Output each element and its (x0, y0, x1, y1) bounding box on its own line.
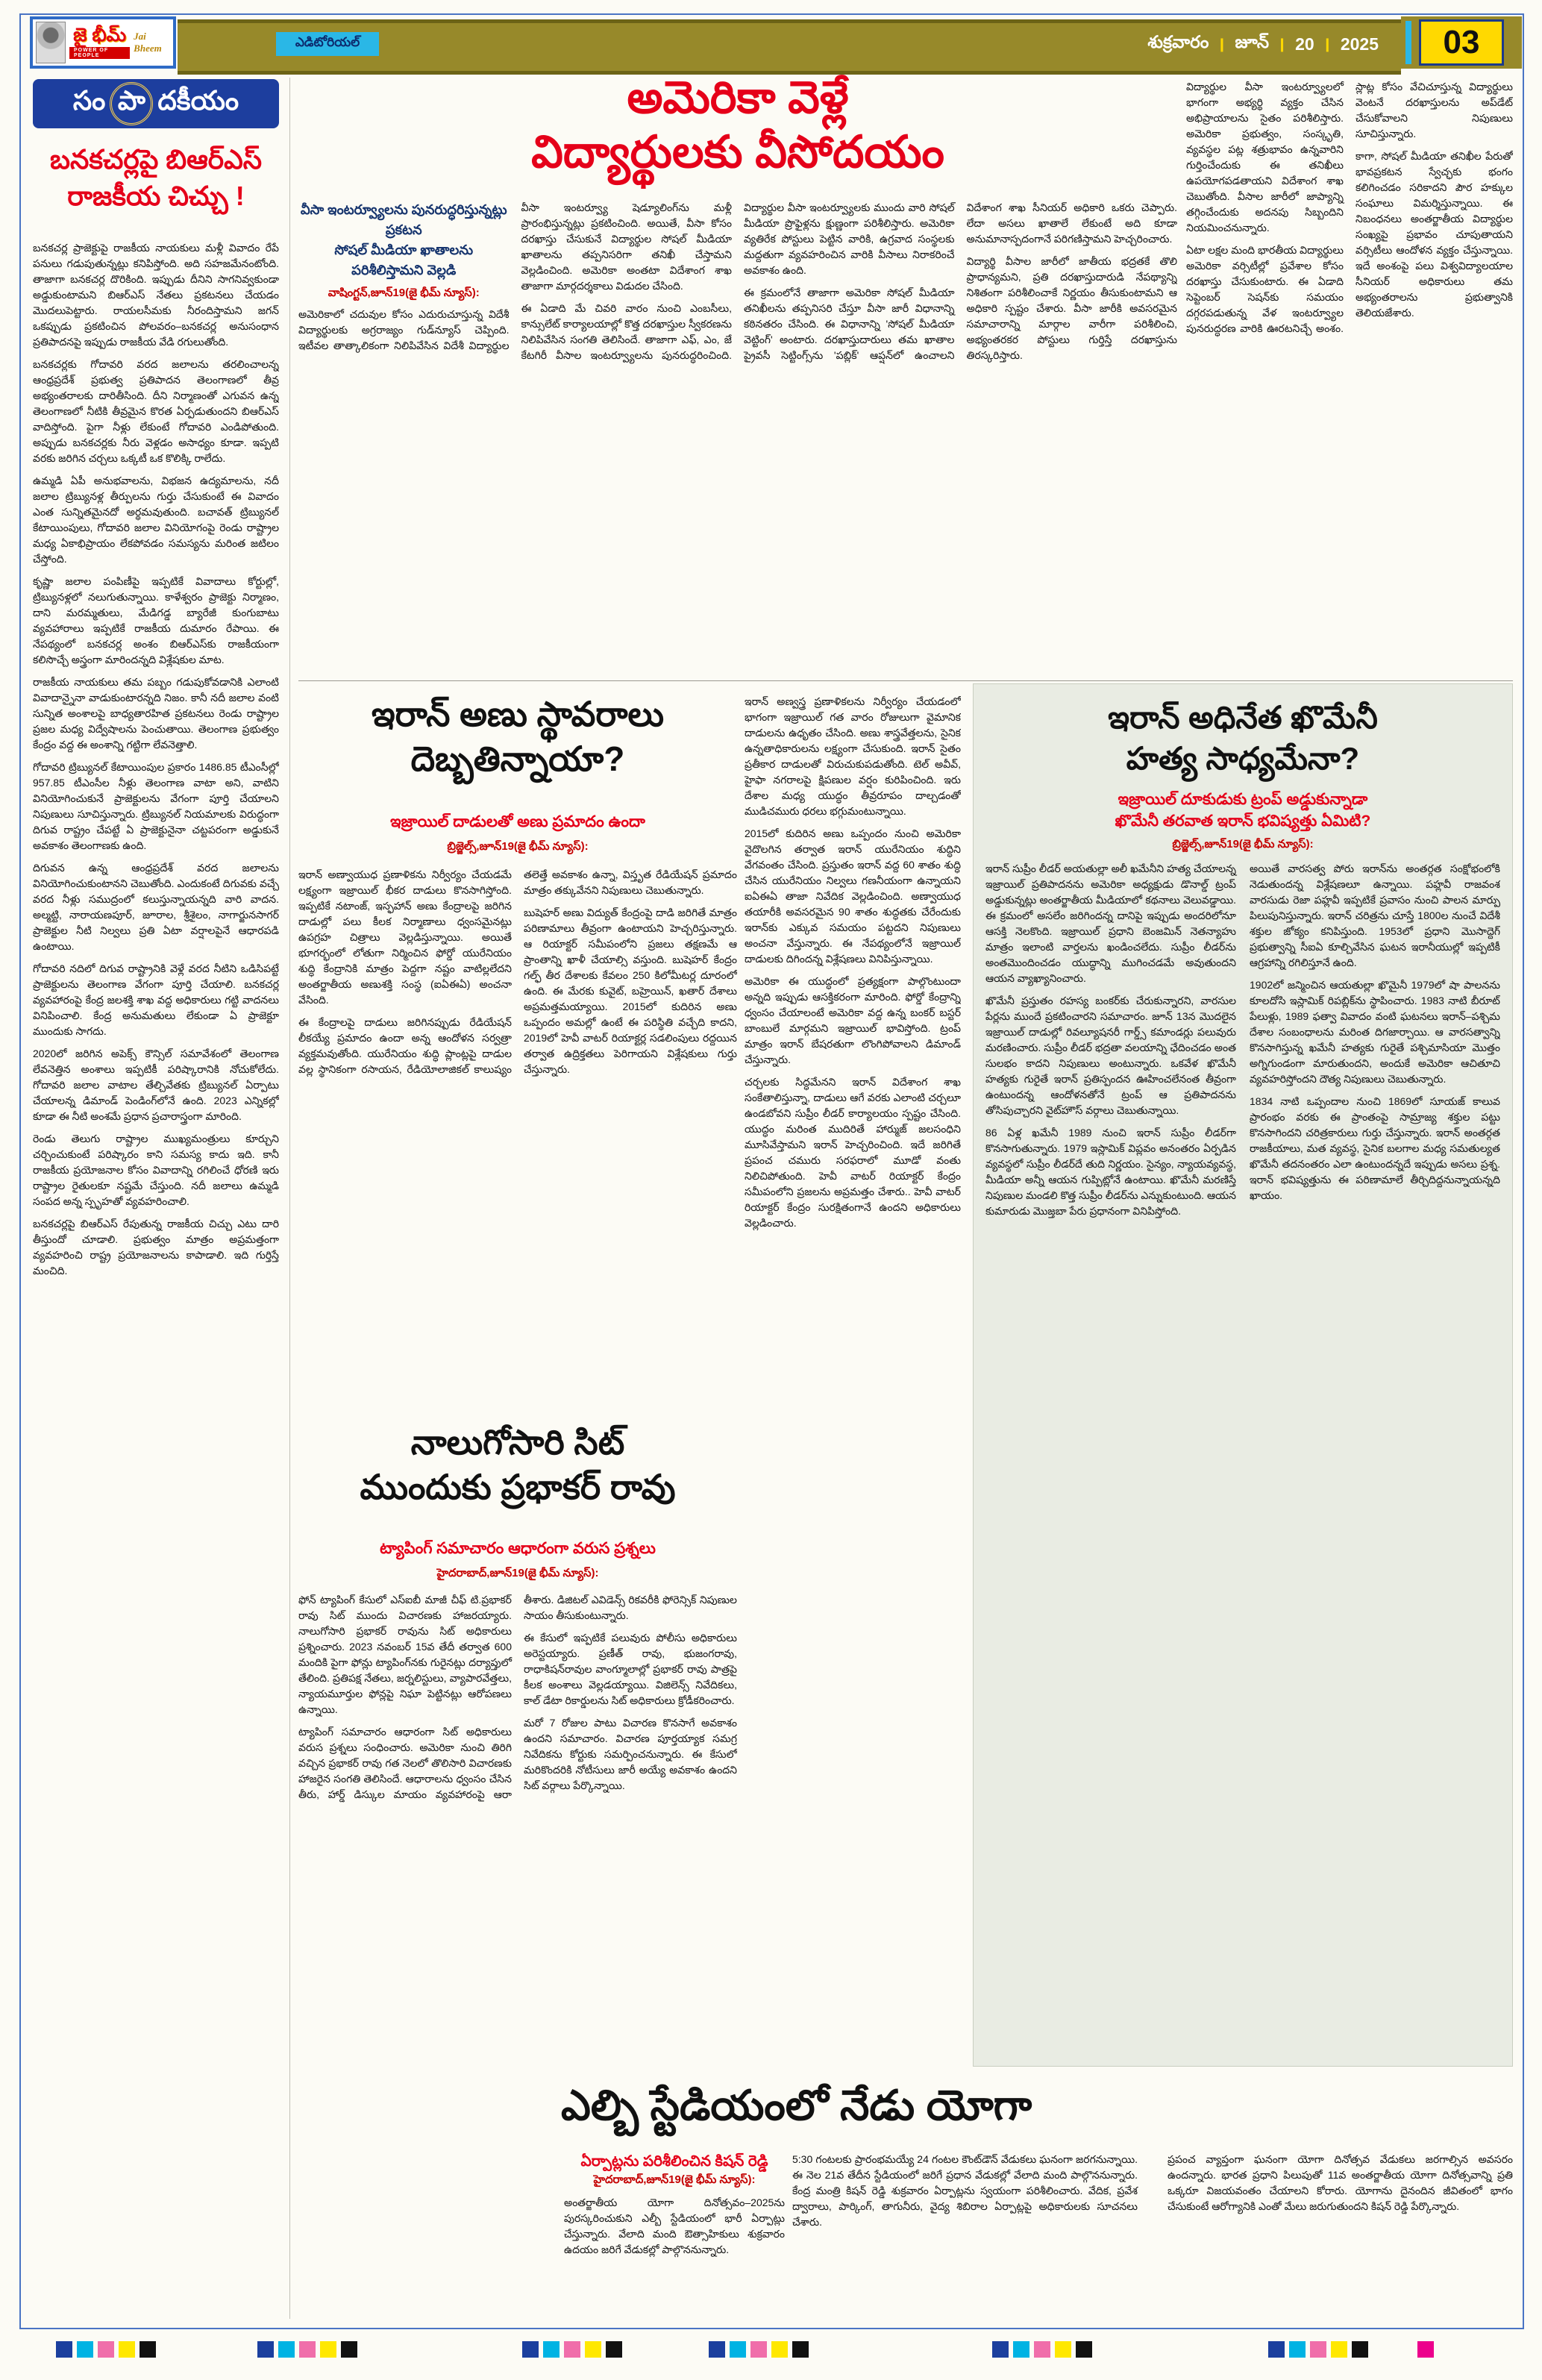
newspaper-logo (30, 16, 176, 69)
visa-headline-line2: విద్యార్థులకు వీసోదయం (531, 127, 944, 178)
editorial-masthead-ring: పా (110, 82, 153, 125)
yoga-info-block (564, 2152, 785, 2264)
iran-nuclear-body-continued: ఇరాన్ అణ్వస్త్ర ప్రణాళికలను నిర్వీర్యం చేయడంలో భాగంగా ఇజ్రాయిల్ గత వారం రోజులుగా వైమానిక దాడులను ఉధృతం చేసింది. అణు శాస్త్రవేత్తలను, సైనిక ఉన్నతాధికారులను లక్ష్యంగా చేసుకుంది. ఇరాన్ సైతం ప్రతీకార దాడులతో విరుచుకుపడుతోంది. టెల్ అవీవ్, హైఫా నగరాలపై క్షిపణుల వర్షం కురిపించింది. ఇరు దేశాల మధ్య యుద్ధం తీవ్రరూపం దాల్చడంతో ముడిచమురు ధరలు భగ్గుమంటున్నాయి. 2015లో కుదిరిన అణు ఒప్పందం నుంచి అమెరికా వైదొలగిన తర్వాత ఇరాన్ యురేనియం శుద్ధిని వేగవంతం చేసింది. ప్రస్తుతం ఇరాన్ వద్ద 60 శాతం శుద్ధి చేసిన యురేనియం నిల్వలు గణనీయంగా ఉన్నాయని ఐఏఈఏ తాజా నివేదిక వెల్లడించింది. అణ్వాయుధ తయారీకి అవసరమైన 90 శాతం శుద్ధతకు చేరేందుకు ఇరాన్‌కు ఎక్కువ సమయం పట్టదని నిపుణులు అంచనా వేస్తున్నారు. ఈ నేపథ్యంలోనే ఇజ్రాయిల్ దాడులకు దిగిందన్న విశ్లేషణలు వినిపిస్తున్నాయి. అమెరికా ఈ యుద్ధంలో ప్రత్యక్షంగా పాల్గొంటుందా అన్నది ఇప్పుడు ఆసక్తికరంగా మారింది. ఫోర్డో కేంద్రాన్ని ధ్వంసం చేయాలంటే అమెరికా వద్ద ఉన్న బంకర్ బస్టర్ బాంబులే మార్గమని ఇజ్రాయిల్ భావిస్తోంది. ట్రంప్ మాత్రం ఇరాన్ బేషరతుగా లొంగిపోవాలని డిమాండ్ చేస్తున్నారు. చర్చలకు సిద్ధమేనని ఇరాన్ విదేశాంగ శాఖ సంకేతాలిస్తున్నా, దాడులు ఆగే వరకు ఎలాంటి చర్చలూ ఉండబోవని సుప్రీం లీడర్ కార్యాలయం స్పష్టం చేసింది. యుద్ధం మరింత ముదిరితే హార్ముజ్ జలసంధిని మూసివేస్తామని ఇరాన్ హెచ్చరించింది. ఇదే జరిగితే ప్రపంచ చమురు సరఫరాలో మూడో వంతు నిలిచిపోతుంది. హెవీ వాటర్ రియాక్టర్ కేంద్రం సమీపంలోని ప్రజలను అప్రమత్తం చేశారు.. హెవీ వాటర్ రియాక్టర్ కేంద్రం సురక్షితంగానే ఉందని అధికారులు వెల్లడించారు. (745, 695, 961, 1229)
prabhakar-headline-line1: నాలుగోసారి సిట్ (410, 1423, 625, 1462)
iran-nuclear-body: ఇరాన్ అణ్వాయుధ ప్రణాళికను నిర్వీర్యం చేయడమే లక్ష్యంగా ఇజ్రాయిల్ భీకర దాడులు కొనసాగిస్తోంది. ఇప్పటికే నటాంజ్, ఇస్ఫహాన్ అణు కేంద్రాలపై జరిగిన దాడుల్లో పలు కీలక నిర్మాణాలు ధ్వంసమైనట్లు ఉపగ్రహ చిత్రాలు వెల్లడిస్తున్నాయి. అయితే భూగర్భంలో లోతుగా నిర్మించిన ఫోర్డో యురేనియం శుద్ధి కేంద్రానికి మాత్రం పెద్దగా నష్టం వాటిల్లలేదని అంతర్జాతీయ అణుశక్తి సంస్థ (ఐఏఈఏ) అంచనా వేసింది. ఈ కేంద్రాలపై దాడులు జరిగినప్పుడు రేడియేషన్ లీకయ్యే ప్రమాదం ఉందా అన్న ఆందోళన సర్వత్రా వ్యక్తమవుతోంది. యురేనియం శుద్ధి ప్లాంట్లపై దాడుల వల్ల స్థానికంగా రసాయన, రేడియోలాజికల్ కాలుష్యం తలెత్తే అవకాశం ఉన్నా, విస్తృత రేడియేషన్ ప్రమాదం మాత్రం తక్కువేనని నిపుణులు చెబుతున్నారు. బుషెహర్ అణు విద్యుత్ కేంద్రంపై దాడి జరిగితే మాత్రం పరిణామాలు తీవ్రంగా ఉంటాయని హెచ్చరిస్తున్నారు. ఆ రియాక్టర్ సమీపంలోని ప్రజలు తక్షణమే ఆ ప్రాంతాన్ని ఖాళీ చేయాల్సి వస్తుంది. బుషెహర్ కేంద్రం గల్ఫ్ తీర దేశాలకు కేవలం 250 కిలోమీటర్ల దూరంలో ఉంది. ఈ మేరకు కువైట్, బహ్రెయిన్, ఖతార్ దేశాలు అప్రమత్తమయ్యాయి. 2015లో కుదిరిన అణు ఒప్పందం అమల్లో ఉంటే ఈ పరిస్థితి వచ్చేది కాదని, 2019లో హెవీ వాటర్ రియాక్టర్ల సడలింపులు రద్దయిన తర్వాత ఉద్రిక్తతలు పెరిగాయని విశ్లేషకులు గుర్తు చేస్తున్నారు. (298, 868, 737, 1075)
date-separator: ❙ (1216, 36, 1228, 51)
iran-nuclear-dateline: బ్రిజ్జెల్స్,జూన్19(జై భీమ్ న్యూస్): (447, 840, 589, 853)
page-number-box (1401, 16, 1522, 69)
paper-tagline: POWER OF PEOPLE (69, 47, 130, 59)
khomeini-subtitle-line2: ఖొమేనీ తరవాత ఇరాన్ భవిష్యత్తు ఏమిటి? (1115, 812, 1371, 830)
prabhakar-headline-line2: ముందుకు ప్రభాకర్ రావు (360, 1467, 676, 1506)
page-number-accent (1405, 21, 1411, 64)
visa-headline-line1: అమెరికా వెళ్లే (627, 72, 849, 122)
registration-marks-group (257, 2341, 357, 2358)
editorial-title-line2: రాజకీయ చిచ్చు ! (67, 180, 245, 211)
editorial-title-line1: బనకచర్లపై బిఆర్ఎస్ (49, 144, 263, 175)
column-divider-vertical (289, 78, 290, 2319)
visa-article-headline (298, 70, 1177, 179)
khomeini-headline (985, 698, 1500, 779)
yoga-dateline: హైదరాబాద్,జూన్19(జై భీమ్ న్యూస్): (593, 2173, 756, 2186)
visa-dateline: వాషింగ్టన్,జూన్19(జై భీమ్ న్యూస్): (327, 286, 480, 299)
yoga-lead: అంతర్జాతీయ యోగా దినోత్సవం–2025ను పురస్కరించుకుని ఎల్బీ స్టేడియంలో భారీ ఏర్పాట్లు చేస్తున్నారు. వేలాది మంది ఔత్సాహికులు శుక్రవారం ఉదయం జరిగే వేడుకల్లో పాల్గొననున్నారు. (564, 2196, 785, 2255)
visa-article-body-main (298, 200, 1177, 674)
yoga-headline: ఎల్బి స్టేడియంలో నేడు యోగా (561, 2082, 1032, 2129)
date-weekday: శుక్రవారం (1147, 31, 1209, 51)
registration-marks-group (709, 2341, 809, 2358)
khomeini-body: ఇరాన్ సుప్రీం లీడర్ అయతుల్లా అలీ ఖమేనీని హత్య చేయాలన్న ఇజ్రాయిల్ ప్రతిపాదనను అమెరికా అధ్యక్షుడు డొనాల్డ్ ట్రంప్ అడ్డుకున్నట్లు అంతర్జాతీయ మీడియాలో కథనాలు వెలువడ్డాయి. ఈ క్రమంలో అసలేం జరిగిందన్న దానిపై ఇప్పుడు అందరిలోనూ ఆసక్తి నెలకొంది. ఇజ్రాయిల్ ప్రధాని బెంజమిన్ నెతన్యాహు మాత్రం ఇలాంటి వార్తలను ఖండించలేదు. సుప్రీం లీడర్‌ను అంతమొందించడం యుద్ధాన్ని ముగించడమే అవుతుందని ఆయన వ్యాఖ్యానించారు. ఖొమేనీ ప్రస్తుతం రహస్య బంకర్‌కు చేరుకున్నారని, వారసుల పేర్లను ముందే ప్రకటించారని సమాచారం. జూన్ 13న మొదలైన ఇజ్రాయిల్ దాడుల్లో రివల్యూషనరీ గార్డ్స్ కమాండర్లు పలువురు మరణించారు. సుప్రీం లీడర్ భద్రతా వలయాన్ని ఛేదించడం అంత సులభం కాదని నిపుణులు అంటున్నారు. ఒకవేళ ఖొమేనీ హత్యకు గురైతే ఇరాన్ ప్రతిస్పందన ఊహించలేనంత తీవ్రంగా ఉంటుందన్న ఆందోళనతోనే ట్రంప్ ఆ ప్రతిపాదనను తోసిపుచ్చారని వైట్‌హౌస్ వర్గాలు చెబుతున్నాయి. 86 ఏళ్ల ఖమేనీ 1989 నుంచి ఇరాన్ సుప్రీం లీడర్‌గా కొనసాగుతున్నారు. 1979 ఇస్లామిక్ విప్లవం అనంతరం ఏర్పడిన వ్యవస్థలో సుప్రీం లీడర్‌దే తుది నిర్ణయం. సైన్యం, న్యాయవ్యవస్థ, మీడియా అన్నీ ఆయన గుప్పిట్లోనే ఉంటాయి. ఖొమేనీ మరణిస్తే నిపుణుల మండలి కొత్త సుప్రీం లీడర్‌ను ఎన్నుకుంటుంది. ఆయన కుమారుడు మొజ్తబా పేరు ప్రధానంగా వినిపిస్తోంది. అయితే వారసత్వ పోరు ఇరాన్‌ను అంతర్గత సంక్షోభంలోకి నెడుతుందన్న విశ్లేషణలూ ఉన్నాయి. పహ్లవీ రాజవంశ వారసుడు రెజా పహ్లవీ ఇప్పటికే ప్రవాసం నుంచి పాలన మార్పు పిలుపునిస్తున్నారు. ఇరాన్ చరిత్రను చూస్తే 1800ల నుంచే విదేశీ శక్తుల జోక్యం కనిపిస్తుంది. 1953లో ప్రధాని మొసాద్దెగ్ ప్రభుత్వాన్ని సీఐఏ కూల్చివేసిన ఘటన ఇరానీయుల్లో ఇప్పటికీ ఆగ్రహాన్ని రగిలిస్తూనే ఉంది. 1902లో జన్మించిన ఆయతుల్లా ఖొమైనీ 1979లో షా పాలనను కూలదోసి ఇస్లామిక్ రిపబ్లిక్‌ను స్థాపించారు. 1983 నాటి బీరూట్ పేలుళ్లు, 1989 ఫత్వా వివాదం వంటి ఘటనలు ఇరాన్–పశ్చిమ దేశాల సంబంధాలను మరింత దిగజార్చాయి. ఆ వారసత్వాన్ని కొనసాగిస్తున్న ఖమేనీ హత్యకు గురైతే పశ్చిమాసియా మొత్తం అగ్నిగుండంగా మారుతుందని, అందుకే అమెరికా ఆచితూచి వ్యవహరిస్తోందని దౌత్య నిపుణులు చెబుతున్నారు. 1834 నాటి ఒప్పందాల నుంచి 1869లో సూయజ్ కాలువ ప్రారంభం వరకు ఈ ప్రాంతంపై సామ్రాజ్య శక్తుల పట్టు కొనసాగిందని చరిత్రకారులు గుర్తు చేస్తున్నారు. ఇరాన్ అంతర్గత రాజకీయాలు, మత వ్యవస్థ, సైనిక బలగాల మధ్య సమతుల్యత ఖొమేనీ తదనంతరం ఎలా ఉంటుందన్నదే ఇప్పుడు అసలు ప్రశ్న. ఇరాన్ భవిష్యత్తును ఈ పరిణామాలే తీర్చిదిద్దనున్నాయన్నది ఖాయం. (985, 862, 1500, 1217)
iran-headline-line1: ఇరాన్ అణు స్థావరాలు (371, 695, 665, 733)
date-day: 20 (1295, 34, 1314, 54)
khomeini-headline-line2: హత్య సాధ్యమేనా? (1126, 740, 1360, 776)
section-label: ఎడిటోరియల్ (276, 32, 379, 56)
visa-intro-line1: వీసా ఇంటర్వ్యూలను పునరుద్ధరిస్తున్నట్లు ప్రకటన (300, 202, 507, 237)
yoga-subtitle: ఏర్పాట్లను పరిశీలించిన కిషన్ రెడ్డి (580, 2153, 768, 2170)
date-month: జూన్ (1235, 31, 1270, 51)
registration-mark-single (1417, 2341, 1434, 2358)
visa-intro-line2: సోషల్ మీడియా ఖాతాలను పరిశీలిస్తామని వెల్లడి (334, 242, 474, 278)
visa-body-paragraphs: అమెరికాలో చదువుల కోసం ఎదురుచూస్తున్న విదేశీ విద్యార్థులకు అగ్రరాజ్యం గుడ్‌న్యూస్ చెప్పింది. ఇటీవల తాత్కాలికంగా నిలిపివేసిన విదేశీ విద్యార్థుల వీసా ఇంటర్వ్యూ షెడ్యూలింగ్‌ను మళ్లీ ప్రారంభిస్తున్నట్లు ప్రకటించింది. అయితే, వీసా కోసం దరఖాస్తు చేసుకునే విద్యార్థుల సోషల్ మీడియా ఖాతాలను తప్పనిసరిగా తనిఖీ చేస్తామని వెల్లడించింది. అమెరికా అంతటా విదేశాంగ శాఖ తాజాగా మార్గదర్శకాలు విడుదల చేసింది. ఈ ఏడాది మే చివరి వారం నుంచి ఎంబసీలు, కాన్సులేట్ కార్యాలయాల్లో కొత్త దరఖాస్తుల స్వీకరణను నిలిపివేసిన సంగతి తెలిసిందే. తాజాగా ఎఫ్, ఎం, జే కేటగిరీ వీసాల ఇంటర్వ్యూలను పునరుద్ధరించింది. విద్యార్థుల వీసా ఇంటర్వ్యూలకు ముందు వారి సోషల్ మీడియా ప్రొఫైళ్లను క్షుణ్ణంగా పరిశీలిస్తారు. అమెరికా వ్యతిరేక పోస్టులు పెట్టిన వారికి, ఉగ్రవాద సంస్థలకు మద్దతుగా వ్యవహరించిన వారికి వీసాలు నిరాకరించే అవకాశం ఉంది. ఈ క్రమంలోనే తాజాగా అమెరికా సోషల్ మీడియా తనిఖీలను తప్పనిసరి చేస్తూ వీసా జారీ విధానాన్ని కఠినతరం చేసింది. ఈ విధానాన్ని 'సోషల్ మీడియా వెట్టింగ్' అంటారు. దరఖాస్తుదారులు తమ ఖాతాల ప్రైవసీ సెట్టింగ్స్‌ను 'పబ్లిక్' ఆప్షన్‌లో ఉంచాలని విదేశాంగ శాఖ సీనియర్ అధికారి ఒకరు చెప్పారు. లేదా అసలు ఖాతాలే లేకుంటే అది కూడా అనుమానాస్పదంగానే పరిగణిస్తామని హెచ్చరించారు. విద్యార్థి వీసాల జారీలో జాతీయ భద్రతకే తొలి ప్రాధాన్యమని, ప్రతి దరఖాస్తుదారుడి నేపథ్యాన్ని నిశితంగా పరిశీలించాకే నిర్ణయం తీసుకుంటామని ఆ అధికారి స్పష్టం చేశారు. వీసా జారీకి అవసరమైన సమాచారాన్ని మార్గాల వారీగా పరిశీలించి, అభ్యంతరకర పోస్టులు గుర్తిస్తే దరఖాస్తును తిరస్కరిస్తారు. (298, 201, 1177, 361)
prabhakar-subtitle: ట్యాపింగ్ సమాచారం ఆధారంగా వరుస ప్రశ్నలు (380, 1540, 656, 1557)
ambedkar-photo (36, 22, 66, 63)
iran-nuclear-headline (298, 692, 737, 782)
editorial-title (33, 142, 279, 214)
page-number: 03 (1419, 19, 1504, 66)
registration-marks-group (56, 2341, 156, 2358)
registration-marks-group (1268, 2341, 1368, 2358)
prabhakar-dateline: హైదరాబాద్,జూన్19(జై భీమ్ న్యూస్): (436, 1567, 599, 1579)
paper-name: జై భీమ్ (73, 25, 127, 46)
iran-nuclear-subtitle: ఇజ్రాయిల్ దాడులతో అణు ప్రమాదం ఉందా (390, 813, 645, 830)
registration-marks-group (522, 2341, 622, 2358)
khomeini-subtitle (985, 789, 1500, 832)
iran-headline-line2: దెబ్బతిన్నాయా? (410, 739, 625, 778)
date-separator: ❙ (1321, 36, 1333, 51)
paper-script-name: Jai Bheem (134, 31, 162, 54)
editorial-body: బనకచర్ల ప్రాజెక్టుపై రాజకీయ నాయకులు మళ్లీ వివాదం రేపే పనులు గడుపుతున్నట్లు కనిపిస్తోంది. అది సహజమేనంటోంది. తాజాగా బనకచర్ల దొరికింది. ఇప్పుడు దీనిని సాగనివ్వకుండా అడ్డుకుంటామని బిఆర్ఎస్ నేతలు ప్రకటనలు చేయడం మొదలుపెట్టారు. రాయలసీమకు నీరందిస్తామని జగన్ ఒకప్పుడు ప్రకటించిన పోలవరం–బనకచర్ల అనుసంధాన ప్రతిపాదనపై ఇప్పుడు రాజకీయ వేడి రగులుతోంది. బనకచర్లకు గోదావరి వరద జలాలను తరలించాలన్న ఆంధ్రప్రదేశ్ ప్రభుత్వ ప్రతిపాదన తెలంగాణలో తీవ్ర అభ్యంతరాలకు దారితీసింది. దీని నిర్మాణంతో ఎగువన ఉన్న తెలంగాణలో నీటికి తీవ్రమైన కొరత ఏర్పడుతుందని బిఆర్ఎస్ వాదిస్తోంది. పైగా నీళ్లు లేకుంటే గోదావరి ఎండిపోతుంది. అప్పుడు బనకచర్లకు నీరు వెళ్లడం అసాధ్యం కూడా. ఇప్పటి వరకు జరిగిన చర్చలు ఒక్కటీ ఒక కొలిక్కి రాలేదు. ఉమ్మడి ఏపీ అనుభవాలను, విభజన ఉద్యమాలను, నదీ జలాల ట్రిబ్యునళ్ల తీర్పులను గుర్తు చేసుకుంటే ఈ వివాదం ఎంత సున్నితమైనదో అర్థమవుతుంది. బచావత్ ట్రిబ్యునల్ కేటాయింపులు, గోదావరి జలాల వినియోగంపై రెండు రాష్ట్రాల మధ్య ఏకాభిప్రాయం లేకపోవడం సమస్యను మరింత జటిలం చేస్తోంది. కృష్ణా జలాల పంపిణీపై ఇప్పటికే వివాదాలు కోర్టుల్లో, ట్రిబ్యునళ్లలో నలుగుతున్నాయి. కాళేశ్వరం ప్రాజెక్టు నిర్మాణం, దాని మరమ్మతులు, మేడిగడ్డ బ్యారేజీ కుంగుబాటు వ్యవహారాలు ఇప్పటికే రాజకీయ దుమారం రేపాయి. ఈ నేపథ్యంలో బనకచర్ల అంశం బిఆర్ఎస్‌కు రాజకీయంగా కలిసొచ్చే అస్త్రంగా మారిందన్నది విశ్లేషకుల మాట. రాజకీయ నాయకులు తమ పబ్బం గడుపుకోవడానికి ఎలాంటి వివాదాన్నైనా వాడుకుంటారన్నది నిజం. కానీ నదీ జలాల వంటి సున్నిత అంశాలపై బాధ్యతారహిత ప్రకటనలు రెండు రాష్ట్రాల ప్రజల మధ్య విద్వేషాలను పెంచుతాయి. తెలంగాణ ప్రభుత్వం కేంద్రం వద్ద ఈ అంశాన్ని గట్టిగా లేవనెత్తాలి. గోదావరి ట్రిబ్యునల్ కేటాయింపుల ప్రకారం 1486.85 టీఎంసీల్లో 957.85 టీఎంసీల నీళ్లు తెలంగాణ వాటా అని, వాటిని వినియోగించుకునే ప్రాజెక్టులను వేగంగా పూర్తి చేయాలని నిపుణులు సూచిస్తున్నారు. ట్రిబ్యునల్ నియమాలకు విరుద్ధంగా దిగువ రాష్ట్రం చేపట్టే ఏ ప్రాజెక్టునైనా చట్టపరంగా అడ్డుకునే అవకాశం తెలంగాణకు ఉంది. దిగువన ఉన్న ఆంధ్రప్రదేశ్ వరద జలాలను వినియోగించుకుంటానని చెబుతోంది. ఎందుకంటే దిగువకు వచ్చే వరద నీళ్లు సముద్రంలో కలుస్తున్నాయన్నది వారి వాదన. అల్మట్టి, నారాయణపూర్, జూరాల, శ్రీశైలం, నాగార్జునసాగర్ ప్రాజెక్టుల నీటి నిల్వలు ప్రతి ఏటా వర్షాలపైనే ఆధారపడి ఉంటాయి. గోదావరి నదిలో దిగువ రాష్ట్రానికి వెళ్లే వరద నీటిని ఒడిసిపట్టే ప్రాజెక్టులను తెలంగాణ వేగంగా పూర్తి చేయాలి. బనకచర్ల వ్యవహారంపై కేంద్ర జలశక్తి శాఖ వద్ద అధికారులు గట్టి వాదనలు వినిపించాలి. కేంద్ర అనుమతులు లేకుండా ఏ ప్రాజెక్టూ ముందుకు సాగదు. 2020లో జరిగిన అపెక్స్ కౌన్సిల్ సమావేశంలో తెలంగాణ లేవనెత్తిన అంశాలు ఇప్పటికీ పరిష్కారానికి నోచుకోలేదు. గోదావరి జలాల వాటాల తేల్చివేతకు ట్రిబ్యునల్ ఏర్పాటు చేయాలన్న డిమాండ్ పెండింగ్‌లోనే ఉంది. 2023 ఎన్నికల్లో కూడా ఈ నీటి అంశమే ప్రధాన ప్రచారాస్త్రంగా మారింది. రెండు తెలుగు రాష్ట్రాల ముఖ్యమంత్రులు కూర్చుని చర్చించుకుంటే పరిష్కారం కాని సమస్య కాదు ఇది. కానీ రాజకీయ ప్రయోజనాల కోసం వివాదాన్ని రగిలించే ధోరణి ఇరు రాష్ట్రాల రైతులకూ నష్టమే చేస్తుంది. నదీ జలాలు ఉమ్మడి సంపద అన్న స్పృహతో వ్యవహరించాలి. బనకచర్లపై బిఆర్ఎస్ రేపుతున్న రాజకీయ చిచ్చు ఎటు దారి తీస్తుందో చూడాలి. ప్రభుత్వం మాత్రం అప్రమత్తంగా వ్యవహరించి రాష్ట్ర ప్రయోజనాలను కాపాడాలి. ఇది గుర్తిస్తే మంచిది. (33, 242, 279, 1277)
khomeini-subtitle-line1: ఇజ్రాయిల్ దూకుడుకు ట్రంప్ అడ్డుకున్నాడా (1118, 791, 1368, 809)
print-registration-marks (0, 2341, 1542, 2361)
khomeini-headline-line1: ఇరాన్ అధినేత ఖొమేనీ (1108, 700, 1378, 735)
khomeini-article-panel (973, 683, 1513, 2067)
header-bar (178, 19, 1401, 75)
visa-article-body-right: విద్యార్థుల వీసా ఇంటర్వ్యూలలో భాగంగా అభ్యర్థి వ్యక్తం చేసిన అభిప్రాయాలను సైతం పరిశీలిస్తారు. అమెరికా ప్రభుత్వం, సంస్కృతి, వ్యవస్థల పట్ల శత్రుభావం ఉన్నవారిని గుర్తించేందుకు ఈ తనిఖీలు ఉపయోగపడతాయని విదేశాంగ శాఖ చెబుతోంది. వీసాల జారీలో జాప్యాన్ని తగ్గించేందుకు అదనపు సిబ్బందిని నియమించనున్నారు. ఏటా లక్షల మంది భారతీయ విద్యార్థులు అమెరికా వర్సిటీల్లో ప్రవేశాల కోసం దరఖాస్తు చేసుకుంటారు. ఈ ఏడాది సెప్టెంబర్ సెషన్‌కు సమయం దగ్గరపడుతున్న వేళ ఇంటర్వ్యూల పునరుద్ధరణ వారికి ఊరటనిచ్చే అంశం. స్లాట్ల కోసం వేచిచూస్తున్న విద్యార్థులు వెంటనే దరఖాస్తులను అప్‌డేట్ చేసుకోవాలని నిపుణులు సూచిస్తున్నారు. కాగా, సోషల్ మీడియా తనిఖీల పేరుతో భావప్రకటన స్వేచ్ఛకు భంగం కలిగించడం సరికాదని పౌర హక్కుల సంఘాలు విమర్శిస్తున్నాయి. ఈ నిబంధనలు అంతర్జాతీయ విద్యార్థుల సంఖ్యపై ప్రభావం చూపుతాయని వర్సిటీలు ఆందోళన వ్యక్తం చేస్తున్నాయి. ఇదే అంశంపై పలు విశ్వవిద్యాలయాల సీనియర్ అధికారులు తమ అభ్యంతరాలను ప్రభుత్వానికి తెలియజేశారు. (1186, 81, 1513, 334)
prabhakar-headline (298, 1421, 737, 1510)
date-year: 2025 (1340, 34, 1379, 54)
logo-text-block (69, 26, 130, 59)
khomeini-dateline: బ్రిజ్జెల్స్,జూన్19(జై భీమ్ న్యూస్): (1172, 837, 1314, 851)
date-separator: ❙ (1276, 36, 1288, 51)
editorial-masthead-part1: సం (72, 84, 106, 116)
registration-marks-group (992, 2341, 1092, 2358)
section-divider-horizontal (298, 680, 1513, 681)
date-line (1147, 32, 1379, 56)
yoga-body: 5:30 గంటలకు ప్రారంభమయ్యే 24 గంటల కౌంట్‌డౌన్ వేడుకలు ఘనంగా జరగనున్నాయి. ఈ నెల 21వ తేదీన స్టేడియంలో జరిగే ప్రధాన వేడుకల్లో వేలాది మంది పాల్గొననున్నారు. కేంద్ర మంత్రి కిషన్ రెడ్డి శుక్రవారం ఏర్పాట్లను స్వయంగా పరిశీలించారు. వేదిక, ప్రవేశ ద్వారాలు, పార్కింగ్, తాగునీరు, వైద్య శిబిరాల ఏర్పాట్లపై అధికారులకు సూచనలు చేశారు. ప్రపంచ వ్యాప్తంగా ఘనంగా యోగా దినోత్సవ వేడుకలు జరగాల్సిన అవసరం ఉందన్నారు. భారత ప్రధాని పిలుపుతో 11వ అంతర్జాతీయ యోగా దినోత్సవాన్ని ప్రతి ఒక్కరూ విజయవంతం చేయాలని కోరారు. యోగాను దైనందిన జీవితంలో భాగం చేసుకుంటే ఆరోగ్యానికి ఎంతో మేలు జరుగుతుందని కిషన్ రెడ్డి పేర్కొన్నారు. (792, 2153, 1513, 2228)
visa-article-intro (298, 200, 510, 281)
editorial-masthead-part3: దకీయం (157, 84, 239, 116)
prabhakar-body: ఫోన్ ట్యాపింగ్ కేసులో ఎస్ఐబీ మాజీ చీఫ్ టి.ప్రభాకర్ రావు సిట్ ముందు విచారణకు హాజరయ్యారు. నాలుగోసారి ప్రభాకర్ రావును సిట్ అధికారులు ప్రశ్నించారు. 2023 నవంబర్ 15వ తేదీ తర్వాత 600 మందికి పైగా ఫోన్లు ట్యాపింగ్‌నకు గురైనట్లు దర్యాప్తులో తేలింది. ప్రతిపక్ష నేతలు, జర్నలిస్టులు, వ్యాపారవేత్తలు, న్యాయమూర్తుల ఫోన్లపై నిఘా పెట్టినట్లు ఆరోపణలు ఉన్నాయి. ట్యాపింగ్ సమాచారం ఆధారంగా సిట్ అధికారులు వరుస ప్రశ్నలు సంధించారు. అమెరికా నుంచి తిరిగి వచ్చిన ప్రభాకర్ రావు గత నెలలో తొలిసారి విచారణకు హాజరైన సంగతి తెలిసిందే. ఆధారాలను ధ్వంసం చేసిన తీరు, హార్డ్ డిస్కుల మాయం వ్యవహారంపై ఆరా తీశారు. డిజిటల్ ఎవిడెన్స్ రికవరీకి ఫోరెన్సిక్ నిపుణుల సాయం తీసుకుంటున్నారు. ఈ కేసులో ఇప్పటికే పలువురు పోలీసు అధికారులు అరెస్టయ్యారు. ప్రణీత్ రావు, భుజంగరావు, రాధాకిషన్‌రావుల వాంగ్మూలాల్లో ప్రభాకర్ రావు పాత్రపై కీలక అంశాలు వెల్లడయ్యాయి. విజిలెన్స్ నివేదికలు, కాల్ డేటా రికార్డులను సిట్ అధికారులు క్రోడీకరించారు. మరో 7 రోజుల పాటు విచారణ కొనసాగే అవకాశం ఉందని సమాచారం. విచారణ పూర్తయ్యాక సమగ్ర నివేదికను కోర్టుకు సమర్పించనున్నారు. ఈ కేసులో మరికొందరికి నోటీసులు జారీ అయ్యే అవకాశం ఉందని సిట్ వర్గాలు పేర్కొన్నాయి. (298, 1594, 737, 1800)
editorial-masthead (33, 79, 279, 128)
